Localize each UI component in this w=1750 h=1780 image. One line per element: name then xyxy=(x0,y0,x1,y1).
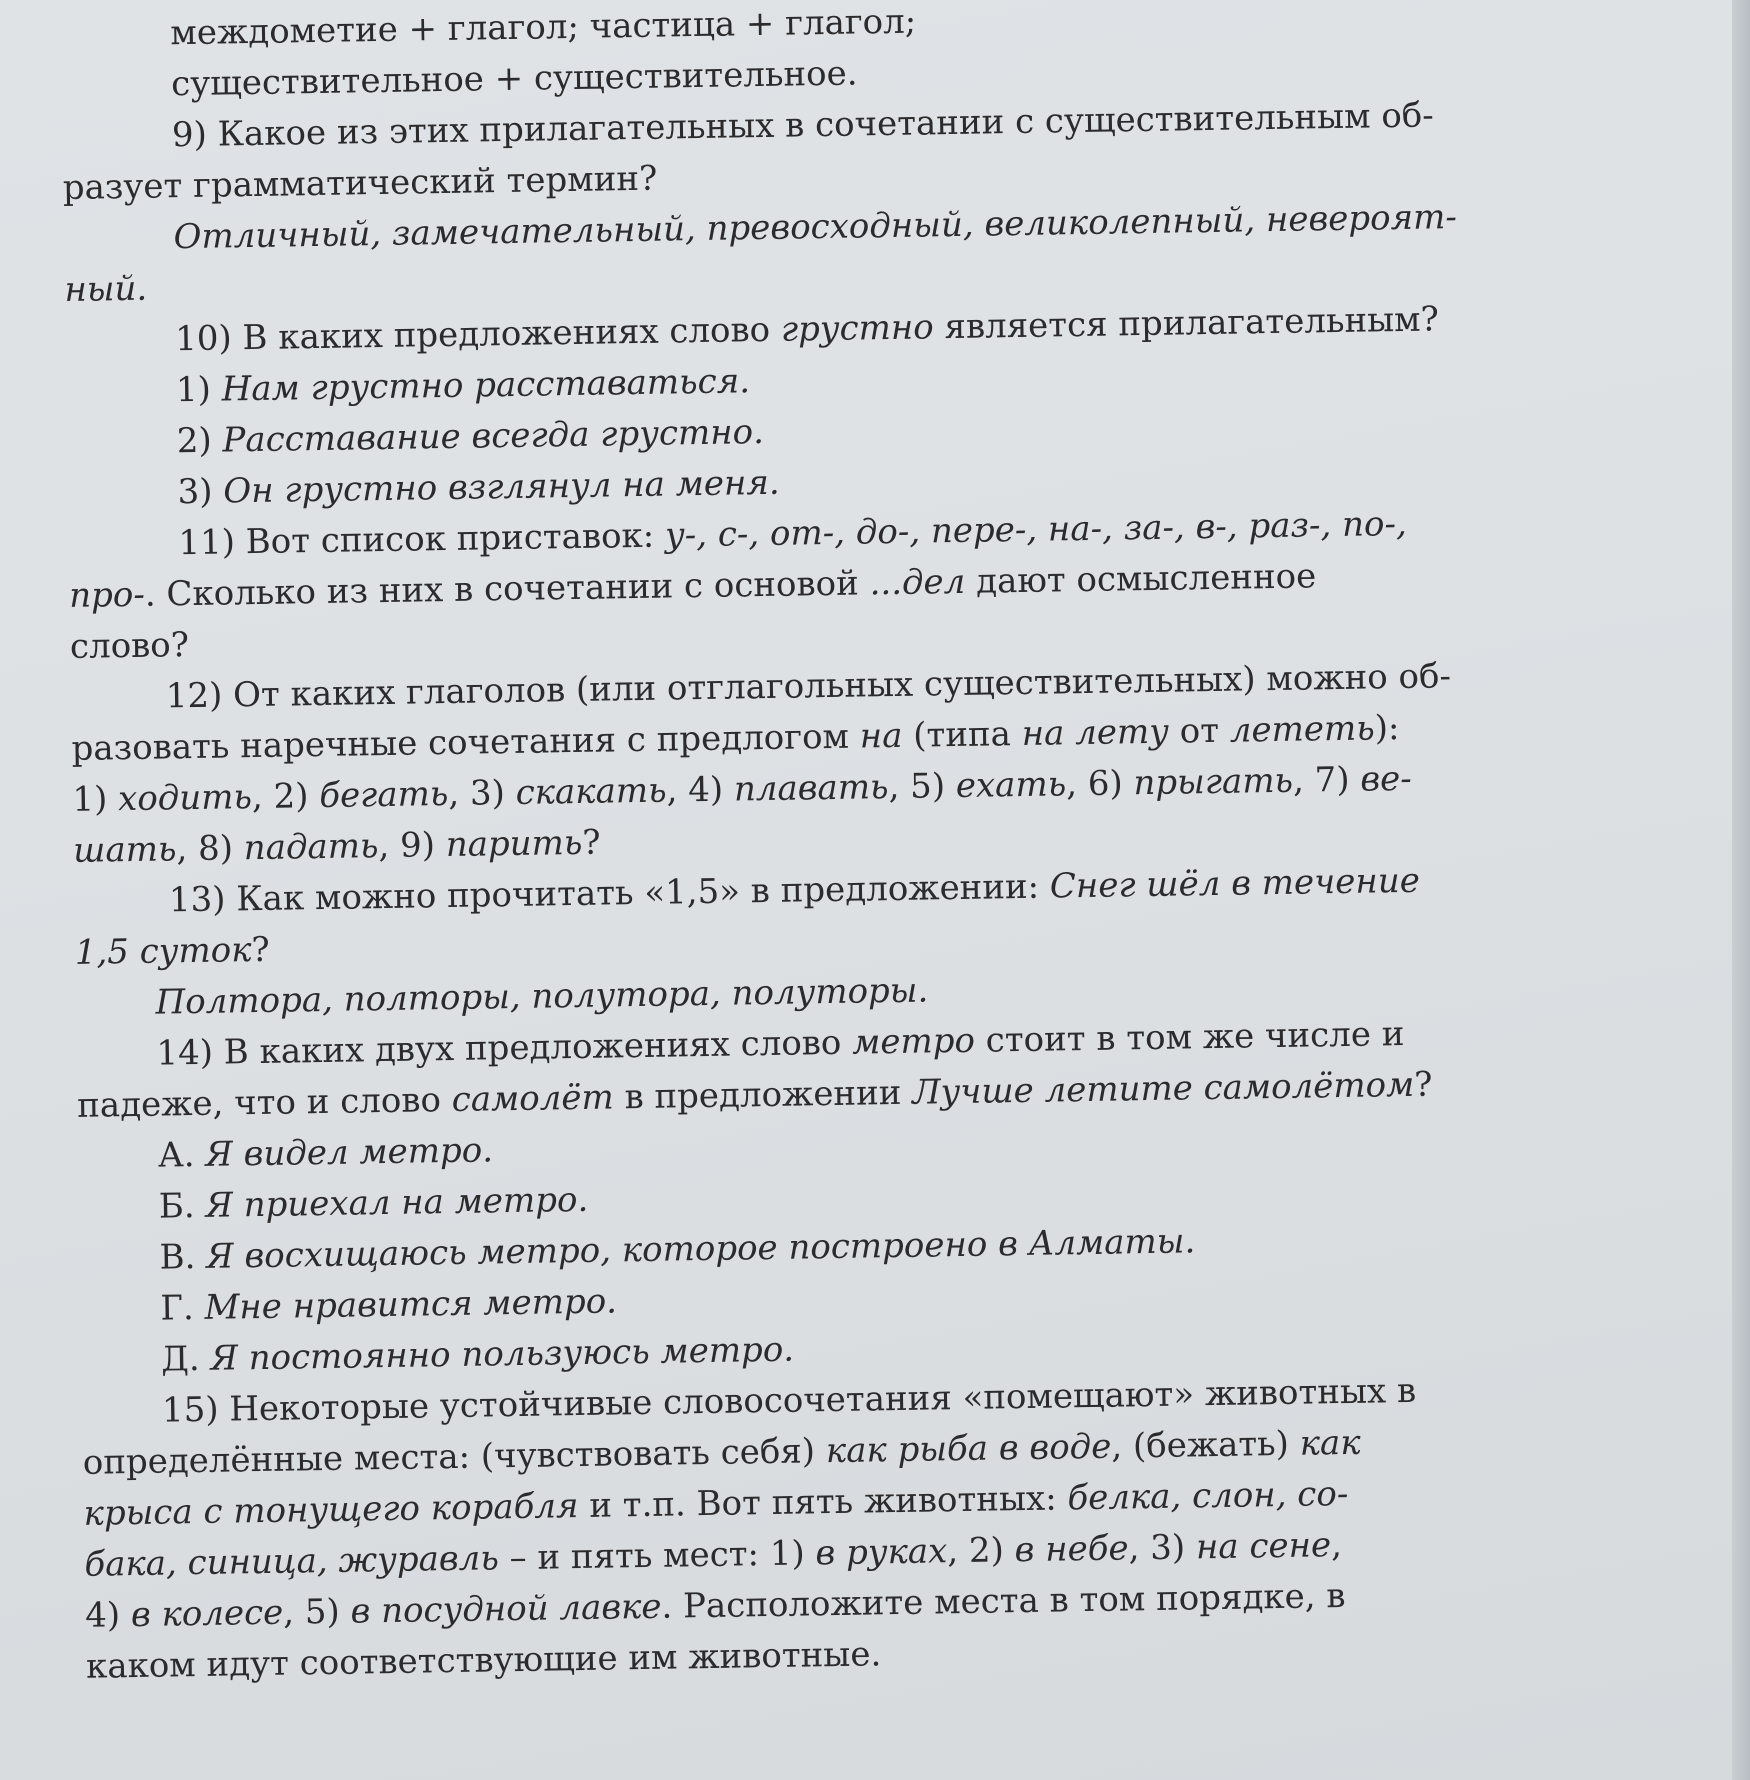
question-14: 14) В каких двух предложениях слово метро стоит в том же числе и xyxy=(156,1014,1405,1074)
question-11: 11) Вот список приставок: у-, с-, от-, до-, пере-, на-, за-, в-, раз-, по-, xyxy=(178,503,1408,564)
question-13-cont: 1,5 суток? xyxy=(74,929,271,973)
text-line: междометие + глагол; частица + глагол; xyxy=(170,1,917,54)
question-12: 12) От каких глаголов (или отглагольных существительных) можно об- xyxy=(165,656,1452,717)
question-15-cont: определённые места: (чувствовать себя) как рыба в воде, (бежать) как xyxy=(82,1422,1361,1483)
question-9-cont: разует грамматический термин? xyxy=(62,158,658,208)
question-9-options-cont: ный. xyxy=(64,268,148,310)
question-14-option-v: В. Я восхищаюсь метро, которое построено в Алматы. xyxy=(159,1221,1196,1278)
question-10: 10) В каких предложениях слово грустно является прилагательным? xyxy=(174,299,1440,360)
question-15: 15) Некоторые устойчивые словосочетания «помещают» животных в xyxy=(161,1370,1417,1431)
question-14-option-g: Г. Мне нравится метро. xyxy=(160,1281,618,1329)
question-11-cont: про-. Сколько из них в сочетании с основой ...дел дают осмысленное xyxy=(68,556,1317,616)
question-14-option-a: А. Я видел метро. xyxy=(157,1130,494,1176)
question-15-cont-4: 4) в колесе, 5) в посудной лавке. Расположите места в том порядке, в xyxy=(84,1576,1346,1636)
question-13: 13) Как можно прочитать «1,5» в предложении: Снег шёл в течение xyxy=(168,860,1421,921)
question-10-option-2: 2) Расставание всегда грустно. xyxy=(176,411,765,462)
question-13-options: Полтора, полторы, полутора, полуторы. xyxy=(155,970,929,1023)
exercise-text xyxy=(60,0,1726,1693)
question-15-end: каком идут соответствующие им животные. xyxy=(85,1634,882,1687)
question-14-option-d: Д. Я постоянно пользуюсь метро. xyxy=(160,1329,795,1380)
question-12-cont: разовать наречные сочетания с предлогом на (типа на лету от лететь): xyxy=(71,708,1400,769)
question-11-end: слово? xyxy=(69,625,190,667)
text-line: существительное + существительное. xyxy=(170,53,858,105)
question-10-option-3: 3) Он грустно взглянул на меня. xyxy=(177,462,781,513)
question-12-verbs-cont: шать, 8) падать, 9) парить? xyxy=(72,822,601,871)
question-9: 9) Какое из этих прилагательных в сочетании с существительным об- xyxy=(171,95,1435,156)
question-9-options: Отличный, замечательный, превосходный, великолепный, невероят- xyxy=(173,197,1458,258)
question-14-option-b: Б. Я приехал на метро. xyxy=(158,1179,589,1227)
page-edge xyxy=(1732,0,1750,1780)
question-15-cont-2: крыса с тонущего корабля и т.п. Вот пять животных: белка, слон, со- xyxy=(83,1473,1349,1534)
question-15-cont-3: бака, синица, журавль – и пять мест: 1) в руках, 2) в небе, 3) на сене, xyxy=(84,1525,1343,1585)
question-12-verbs: 1) ходить, 2) бегать, 3) скакать, 4) плавать, 5) ехать, 6) прыгать, 7) ве- xyxy=(72,758,1413,820)
question-14-cont: падеже, что и слово самолёт в предложении Лучше летите самолётом? xyxy=(76,1064,1433,1126)
question-10-option-1: 1) Нам грустно расставаться. xyxy=(175,361,751,411)
